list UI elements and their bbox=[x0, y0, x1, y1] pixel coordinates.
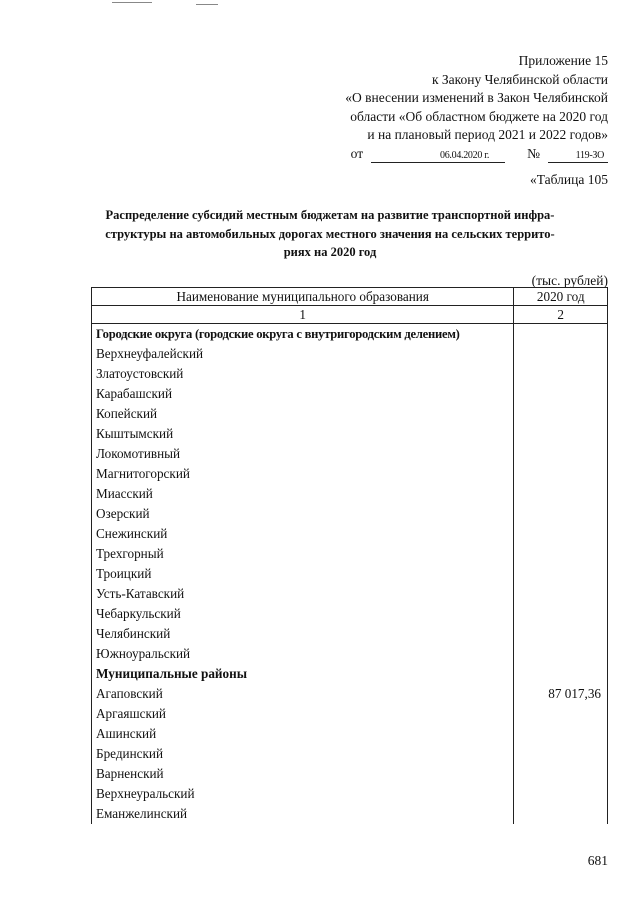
table-row bbox=[92, 644, 608, 664]
subsidy-value bbox=[514, 464, 608, 484]
table-row bbox=[92, 724, 608, 744]
subsidy-value bbox=[514, 704, 608, 724]
subsidy-value bbox=[514, 544, 608, 564]
table-row bbox=[92, 444, 608, 464]
table-row bbox=[92, 744, 608, 764]
table-row bbox=[92, 684, 608, 704]
municipality-name: Златоустовский bbox=[92, 364, 514, 384]
section-row bbox=[92, 664, 608, 684]
table-row bbox=[92, 424, 608, 444]
header-year: 2020 год bbox=[514, 288, 608, 306]
units-note: (тыс. рублей) bbox=[531, 273, 608, 288]
subsidy-value bbox=[514, 724, 608, 744]
appendix-line: и на плановый период 2021 и 2022 годов» bbox=[367, 127, 608, 142]
header-municipality: Наименование муниципального образования bbox=[92, 288, 514, 306]
table-row bbox=[92, 564, 608, 584]
date-prefix: от bbox=[350, 145, 364, 161]
law-date: 06.04.2020 г. bbox=[371, 149, 505, 163]
municipality-name: Аргаяшский bbox=[92, 704, 514, 724]
municipality-name: Озерский bbox=[92, 504, 514, 524]
table-row bbox=[92, 464, 608, 484]
subsidy-value bbox=[514, 524, 608, 544]
table-row bbox=[92, 404, 608, 424]
page-number: 681 bbox=[587, 853, 608, 868]
municipality-name: Локомотивный bbox=[92, 444, 514, 464]
appendix-line: области «Об областном бюджете на 2020 год bbox=[350, 108, 608, 124]
scan-artifact-right bbox=[196, 4, 218, 5]
subsidy-value bbox=[514, 564, 608, 584]
index-col-2: 2 bbox=[514, 306, 608, 324]
law-date-number-line bbox=[268, 145, 608, 164]
subsidy-value bbox=[514, 384, 608, 404]
municipality-name: Брединский bbox=[92, 744, 514, 764]
table-row bbox=[92, 544, 608, 564]
municipality-name: Верхнеуральский bbox=[92, 784, 514, 804]
table-row bbox=[92, 804, 608, 824]
municipality-name: Челябинский bbox=[92, 624, 514, 644]
table-row bbox=[92, 524, 608, 544]
municipality-name: Варненский bbox=[92, 764, 514, 784]
appendix-line: «О внесении изменений в Закон Челябинской bbox=[345, 90, 608, 105]
table-index-row bbox=[92, 306, 608, 324]
municipality-name: Агаповский bbox=[92, 684, 514, 704]
municipality-name: Магнитогорский bbox=[92, 464, 514, 484]
municipality-name: Чебаркульский bbox=[92, 604, 514, 624]
subsidy-table bbox=[91, 287, 608, 824]
table-label: «Таблица 105 bbox=[530, 172, 608, 187]
subsidy-value bbox=[514, 504, 608, 524]
subsidy-value bbox=[514, 324, 608, 345]
subsidy-value bbox=[514, 624, 608, 644]
municipality-name: Копейский bbox=[92, 404, 514, 424]
municipality-name: Ашинский bbox=[92, 724, 514, 744]
municipality-name: Карабашский bbox=[92, 384, 514, 404]
table-row bbox=[92, 784, 608, 804]
document-title bbox=[60, 206, 600, 262]
table-row bbox=[92, 504, 608, 524]
scan-artifact-left bbox=[112, 2, 152, 3]
title-line: риях на 2020 год bbox=[283, 245, 377, 259]
subsidy-value bbox=[514, 604, 608, 624]
subsidy-value: 87 017,36 bbox=[514, 684, 608, 704]
table-row bbox=[92, 344, 608, 364]
subsidy-value bbox=[514, 584, 608, 604]
subsidy-value bbox=[514, 644, 608, 664]
subsidy-value bbox=[514, 424, 608, 444]
subsidy-value bbox=[514, 804, 608, 824]
table-row bbox=[92, 604, 608, 624]
table-row bbox=[92, 704, 608, 724]
table-row bbox=[92, 384, 608, 404]
municipality-name: Верхнеуфалейский bbox=[92, 344, 514, 364]
title-line: структуры на автомобильных дорогах местного значения на сельских террито- bbox=[105, 226, 555, 241]
municipality-name: Миасский bbox=[92, 484, 514, 504]
municipality-name: Трехгорный bbox=[92, 544, 514, 564]
municipality-name: Снежинский bbox=[92, 524, 514, 544]
subsidy-value bbox=[514, 744, 608, 764]
appendix-line: Приложение 15 bbox=[518, 53, 608, 68]
section-row bbox=[92, 324, 608, 345]
table-row bbox=[92, 764, 608, 784]
table-row bbox=[92, 364, 608, 384]
municipality-name: Еманжелинский bbox=[92, 804, 514, 824]
title-line: Распределение субсидий местным бюджетам на развитие транспортной инфра- bbox=[105, 208, 555, 222]
index-col-1: 1 bbox=[92, 306, 514, 324]
subsidy-value bbox=[514, 784, 608, 804]
subsidy-value bbox=[514, 664, 608, 684]
law-number: 119-ЗО bbox=[548, 149, 608, 163]
table-header-row bbox=[92, 288, 608, 306]
subsidy-value bbox=[514, 484, 608, 504]
municipality-name: Кыштымский bbox=[92, 424, 514, 444]
municipality-name: Усть-Катавский bbox=[92, 584, 514, 604]
table-row bbox=[92, 624, 608, 644]
appendix-line: к Закону Челябинской области bbox=[431, 71, 608, 87]
subsidy-value bbox=[514, 344, 608, 364]
appendix-header bbox=[268, 52, 608, 163]
table-row bbox=[92, 584, 608, 604]
table-row bbox=[92, 484, 608, 504]
subsidy-value bbox=[514, 404, 608, 424]
section-heading: Городские округа (городские округа с внутригородским делением) bbox=[92, 324, 514, 345]
number-sign: № bbox=[527, 145, 540, 161]
subsidy-value bbox=[514, 364, 608, 384]
table-body bbox=[92, 324, 608, 825]
subsidy-value bbox=[514, 764, 608, 784]
municipality-name: Южноуральский bbox=[92, 644, 514, 664]
municipality-name: Троицкий bbox=[92, 564, 514, 584]
subsidy-value bbox=[514, 444, 608, 464]
section-heading: Муниципальные районы bbox=[92, 664, 514, 684]
